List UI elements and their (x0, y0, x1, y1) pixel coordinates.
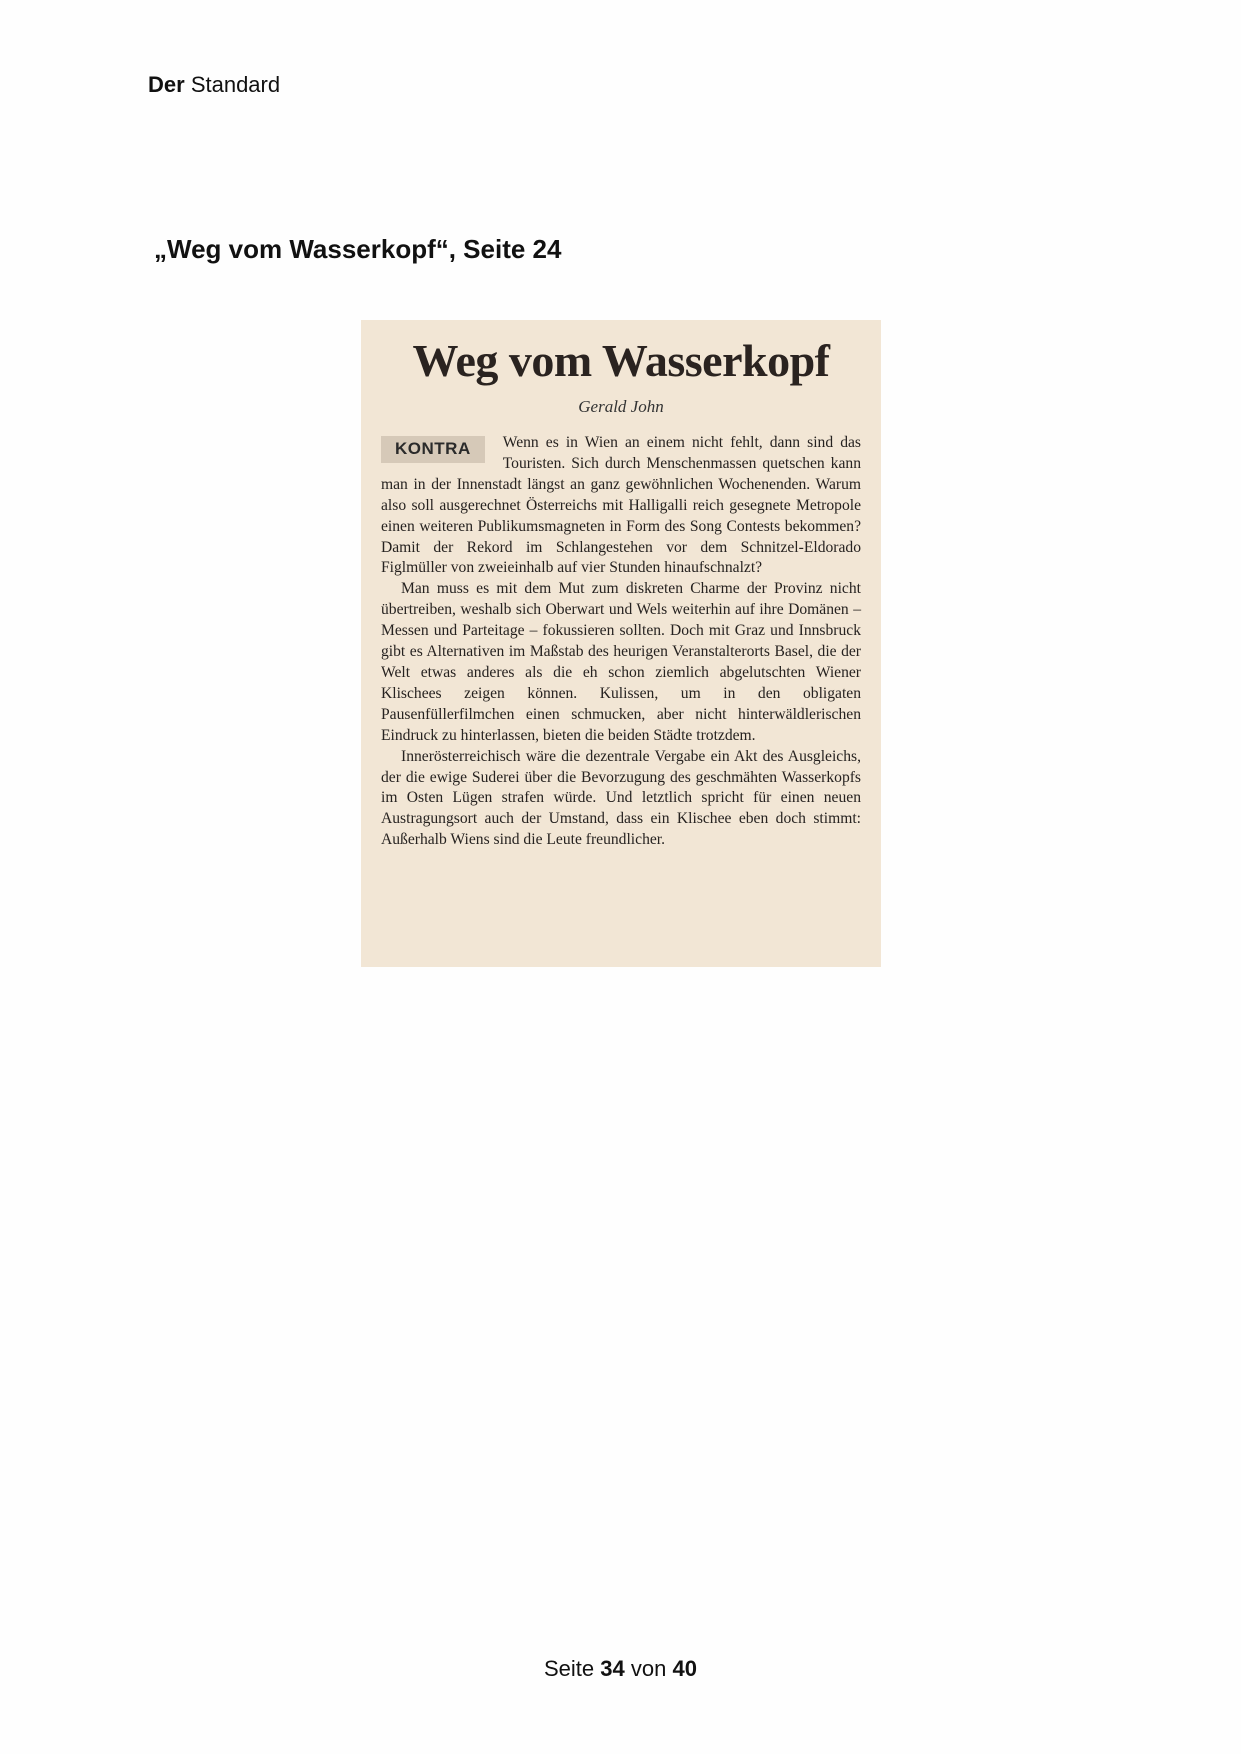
clipping-author: Gerald John (578, 397, 664, 416)
publication-name-bold: Der (148, 72, 185, 97)
publication-header (148, 72, 280, 98)
page-of-label: von (630, 1656, 667, 1681)
clipping-paragraph: Innerösterreichisch wäre die dezentrale Vergabe ein Akt des Ausgleichs, der die ewige Suderei über die Bevorzugung des geschmähten Wasserkopfs im Osten Lügen strafen würde. Und letztlich spricht für einen neuen Austragungsort auch der Umstand, dass ein Klischee eben doch stimmt: Außerhalb Wiens sind die Leute freundlicher. (381, 747, 861, 849)
clipping-paragraph: Wenn es in Wien an einem nicht fehlt, dann sind das Touristen. Sich durch Menschenmassen quetschen kann man in der Innenstadt längst an ganz gewöhnlichen Wochenenden. Warum also soll ausgerechnet Österreichs mit Halligalli reich gesegnete Metropole einen weiteren Publikumsmagneten in Form des Song Contests bekommen? Damit der Rekord im Schlangestehen vor dem Schnitzel-Eldorado Figlmüller von zweieinhalb auf vier Stunden hinaufschnalzt? (381, 434, 861, 577)
kontra-label: KONTRA (381, 436, 485, 463)
current-page-number: 34 (600, 1656, 625, 1681)
clipping-body (381, 433, 861, 851)
clipping-title: Weg vom Wasserkopf (412, 335, 830, 386)
newspaper-clipping (361, 320, 881, 967)
page-number-footer (0, 1656, 1241, 1682)
article-reference-heading: „Weg vom Wasserkopf“, Seite 24 (154, 234, 562, 264)
total-page-number: 40 (672, 1656, 697, 1681)
page-label: Seite (544, 1656, 595, 1681)
publication-name-rest: Standard (190, 72, 281, 97)
clipping-paragraph: Man muss es mit dem Mut zum diskreten Charme der Provinz nicht übertreiben, weshalb sich Oberwart und Wels weiterhin auf ihre Domänen – Messen und Parteitage – fokussieren sollten. Doch mit Graz und Innsbruck gibt es Alternativen im Maßstab des heurigen Veranstalterorts Basel, die der Welt etwas anderes als die eh schon ziemlich abgelutschten Wiener Klischees zeigen können. Kulissen, um in den obligaten Pausenfüllerfilmchen einen schmucken, aber nicht hinterwäldlerischen Eindruck zu hinterlassen, bieten die beiden Städte trotzdem. (381, 580, 861, 744)
